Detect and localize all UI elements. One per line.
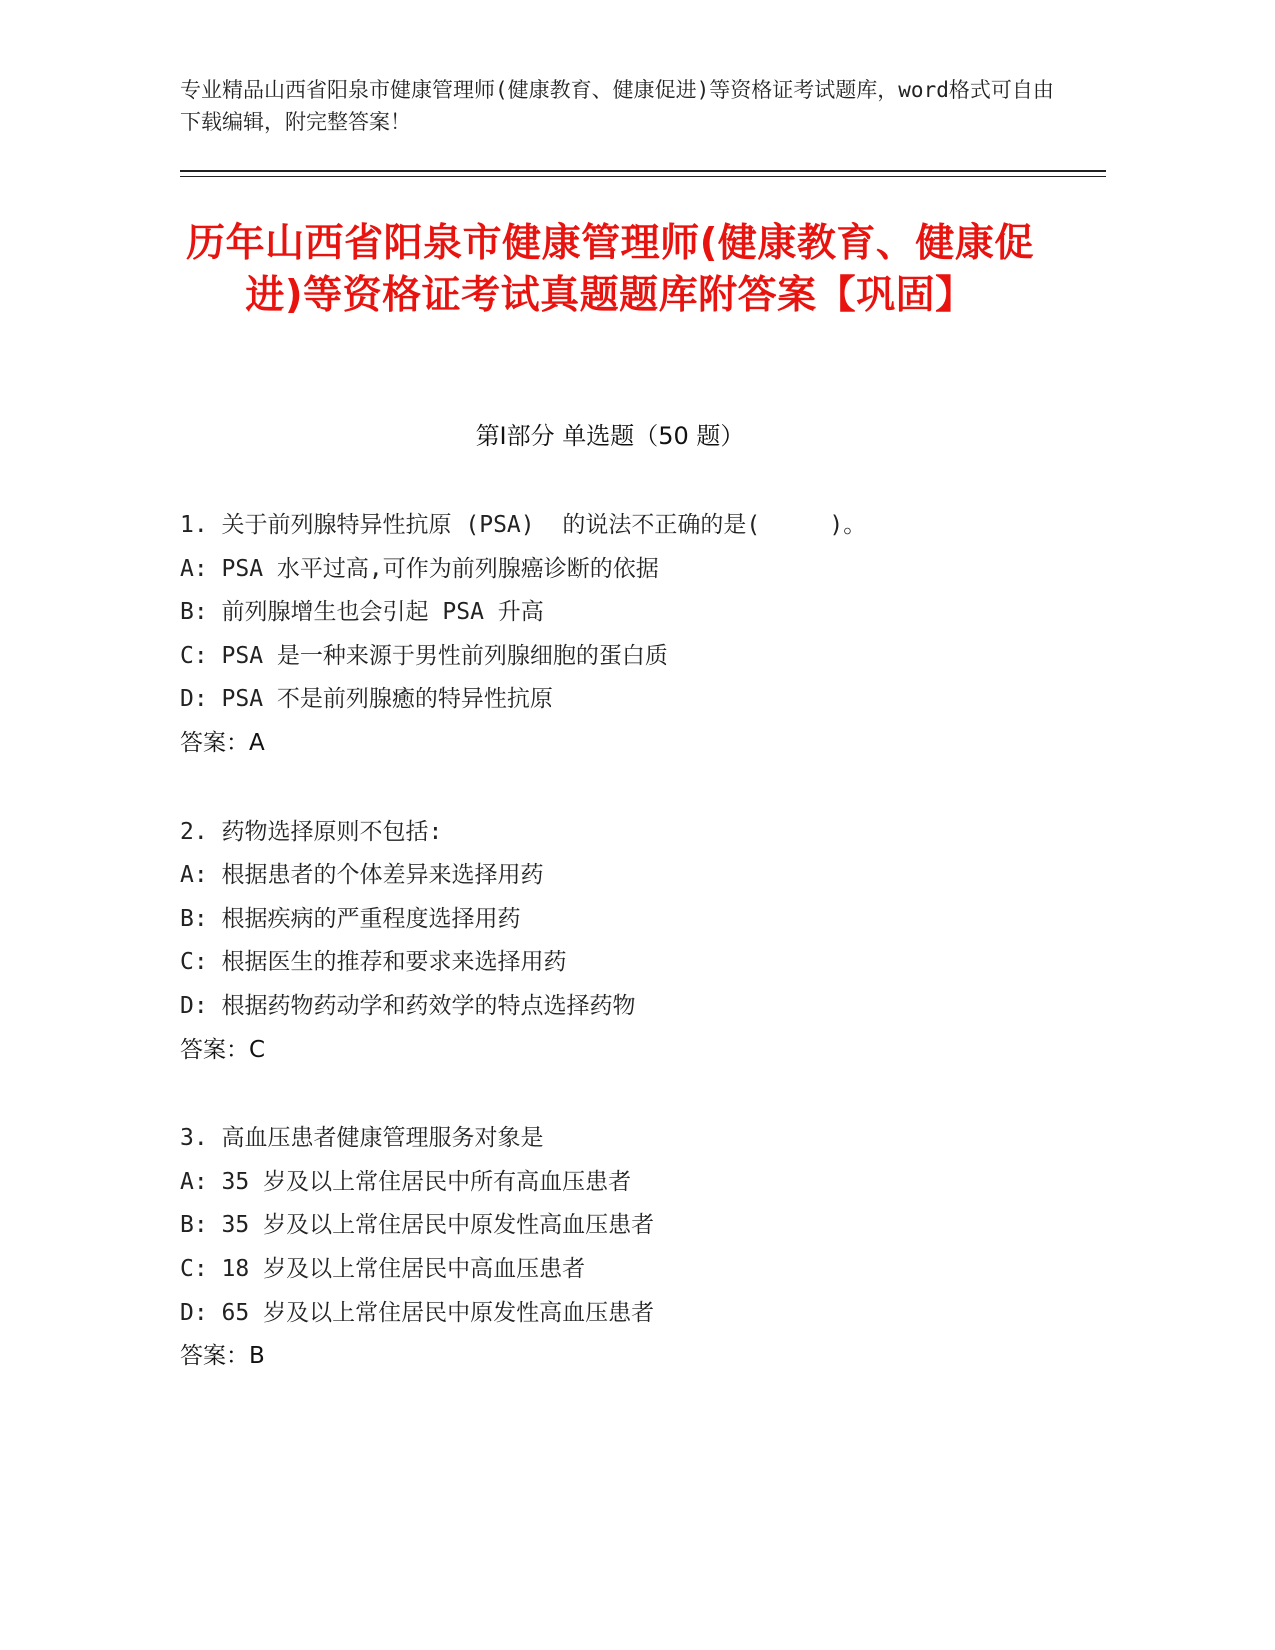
header-divider-thin (180, 176, 1106, 177)
option-d: D: 根据药物药动学和药效学的特点选择药物 (180, 992, 636, 1019)
option-b: B: 35 岁及以上常住居民中原发性高血压患者 (180, 1212, 655, 1239)
option-c: C: 18 岁及以上常住居民中高血压患者 (180, 1255, 586, 1282)
option-a: A: PSA 水平过高,可作为前列腺癌诊断的依据 (180, 555, 659, 582)
answer-line: 答案：C (180, 1036, 266, 1063)
question-list (180, 504, 1060, 1424)
option-c: C: 根据医生的推荐和要求来选择用药 (180, 949, 567, 976)
header-divider-thick (180, 170, 1106, 172)
option-d: D: 65 岁及以上常住居民中原发性高血压患者 (180, 1299, 655, 1326)
question-stem: 1. 关于前列腺特异性抗原 (PSA) 的说法不正确的是( )。 (180, 512, 867, 538)
answer-line: 答案：A (180, 729, 265, 756)
option-b: B: 前列腺增生也会引起 PSA 升高 (180, 599, 544, 626)
option-c: C: PSA 是一种来源于男性前列腺细胞的蛋白质 (180, 642, 668, 669)
question-stem: 2. 药物选择原则不包括: (180, 818, 443, 845)
option-d: D: PSA 不是前列腺癒的特异性抗原 (180, 686, 553, 713)
option-b: B: 根据疾病的严重程度选择用药 (180, 905, 521, 932)
question-item (180, 504, 1060, 766)
option-a: A: 35 岁及以上常住居民中所有高血压患者 (180, 1168, 632, 1195)
document-title: 历年山西省阳泉市健康管理师(健康教育、健康促进)等资格证考试真题题库附答案【巩固】 (186, 221, 1034, 318)
option-a: A: 根据患者的个体差异来选择用药 (180, 862, 544, 889)
question-stem: 3. 高血压患者健康管理服务对象是 (180, 1125, 544, 1152)
question-item (180, 811, 1060, 1073)
question-item (180, 1117, 1060, 1379)
header-note: 专业精品山西省阳泉市健康管理师(健康教育、健康促进)等资格证考试题库，word格式可自由下载编辑，附完整答案！ (180, 78, 1054, 134)
answer-line: 答案：B (180, 1343, 265, 1370)
section-title: 第Ⅰ部分 单选题（50 题） (475, 422, 745, 450)
